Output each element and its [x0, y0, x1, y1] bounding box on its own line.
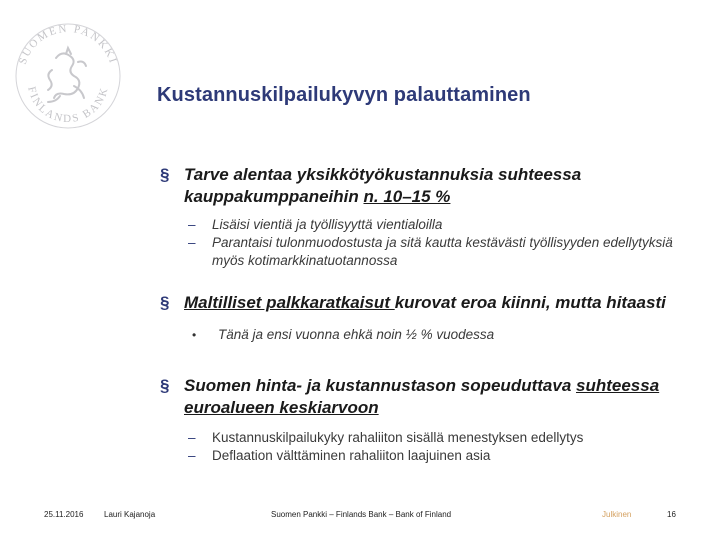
suomen-pankki-seal-icon	[8, 14, 128, 134]
list-item: – Parantaisi tulonmuodostusta ja sitä kautta kestävästi työllisyyden edellytyksiä myös kotimarkkinatuotannossa	[188, 235, 673, 268]
section-bullet-icon: §	[160, 376, 170, 395]
seal-text-top: SUOMEN PANKKI	[16, 22, 120, 66]
seal-text-bottom: FINLANDS BANK	[25, 85, 111, 126]
footer-classification: Julkinen	[602, 510, 632, 519]
bullet-2-text: Maltilliset palkkaratkaisut kurovat eroa kiinni, mutta hitaasti	[184, 293, 666, 312]
bullet-2-subitems	[188, 326, 680, 344]
footer-date: 25.11.2016	[44, 510, 84, 519]
bullet-3	[160, 375, 680, 465]
list-item: – Kustannuskilpailukyky rahaliiton sisällä menestyksen edellytys	[188, 430, 584, 445]
dot-bullet-icon: •	[192, 328, 197, 342]
dash-bullet-icon: –	[188, 448, 196, 463]
list-item: • Tänä ja ensi vuonna ehkä noin ½ % vuodessa	[192, 327, 495, 342]
section-bullet-icon: §	[160, 293, 170, 312]
page-number: 16	[667, 510, 676, 519]
bullet-1	[160, 164, 680, 270]
bullet-1-text: Tarve alentaa yksikkötyökustannuksia suhteessa kauppakumppaneihin n. 10–15 %	[184, 165, 582, 206]
svg-text:SUOMEN PANKKI	[17, 23, 120, 66]
footer-author: Lauri Kajanoja	[104, 510, 156, 519]
dash-bullet-icon: –	[188, 217, 196, 232]
bullet-3-text: Suomen hinta- ja kustannustason sopeuduttava suhteessa euroalueen keskiarvoon	[184, 376, 660, 417]
footer-organization: Suomen Pankki – Finlands Bank – Bank of Finland	[271, 510, 452, 519]
list-item: – Deflaation välttäminen rahaliiton laajuinen asia	[188, 448, 491, 463]
dash-bullet-icon: –	[188, 235, 196, 250]
slide-title: Kustannuskilpailukyvyn palauttaminen	[157, 84, 531, 106]
bullet-1-subitems	[188, 216, 680, 270]
dash-bullet-icon: –	[188, 430, 196, 445]
section-bullet-icon: §	[160, 165, 170, 184]
bullet-2	[160, 292, 680, 344]
bullet-3-subitems	[188, 429, 680, 465]
list-item: – Lisäisi vientiä ja työllisyyttä vientialoilla	[188, 217, 443, 232]
